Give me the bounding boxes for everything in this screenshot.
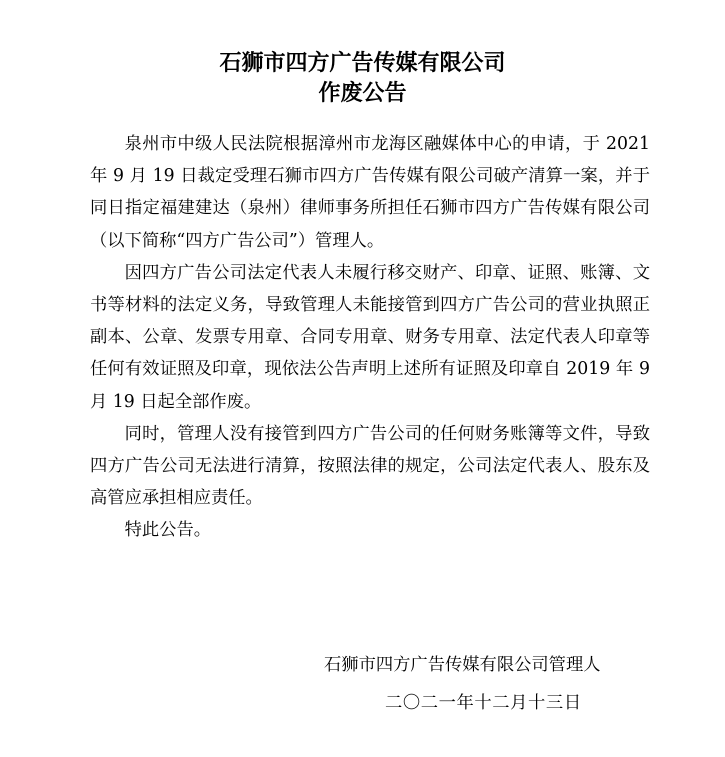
document-subtitle: 作废公告 <box>318 80 407 106</box>
paragraph-closing: 特此公告。 <box>124 520 212 541</box>
paragraph-liability: 同时，管理人没有接管到四方广告公司的任何财务账簿等文件，导致四方广告公司无法进行清算，按照法律的规定，公司法定代表人、股东及高管应承担相应责任。 <box>90 423 650 509</box>
document-body <box>90 128 650 547</box>
signature-date: 二〇二一年十二月十三日 <box>385 693 582 713</box>
paragraph-acceptance: 泉州市中级人民法院根据漳州市龙海区融媒体中心的申请，于 2021 年 9 月 19 日裁定受理石狮市四方广告传媒有限公司破产清算一案，并于同日指定福建建达（泉州）律师事务所担任石狮市四方广告传媒有限公司（以下简称“四方广告公司”）管理人。 <box>90 134 650 251</box>
signature-organization: 石狮市四方广告传媒有限公司管理人 <box>324 655 601 675</box>
paragraph-void-seals: 因四方广告公司法定代表人未履行移交财产、印章、证照、账簿、文书等材料的法定义务，导致管理人未能接管到四方广告公司的营业执照正副本、公章、发票专用章、合同专用章、财务专用章、法定代表人印章等任何有效证照及印章，现依法公告声明上述所有证照及印章自 2019 年 9 月 19 日起全部作废。 <box>90 262 650 412</box>
document-title: 石狮市四方广告传媒有限公司 <box>219 50 506 76</box>
